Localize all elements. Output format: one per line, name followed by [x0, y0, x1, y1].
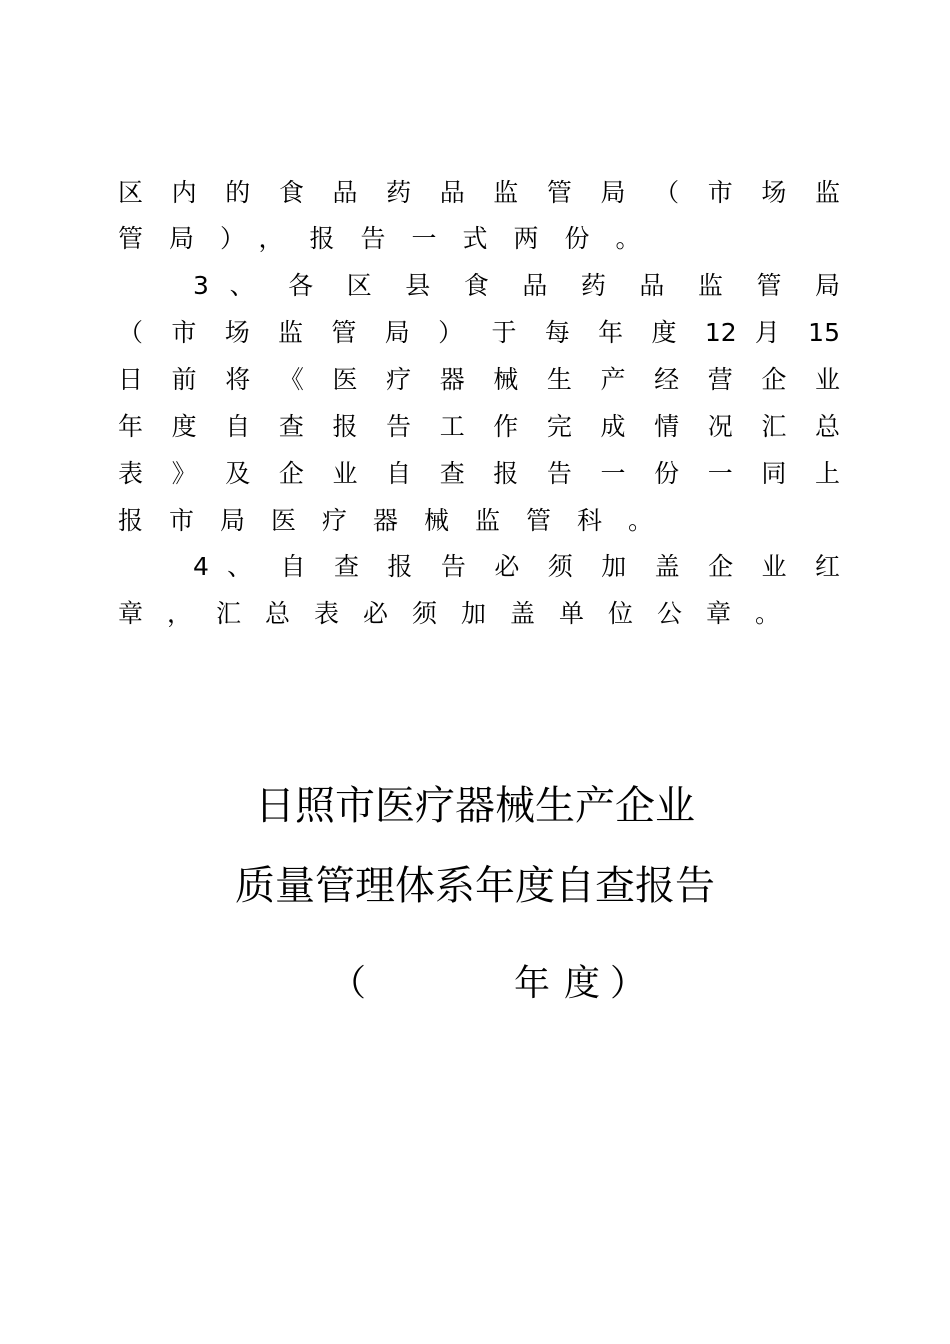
- report-title-line-1: 日照市医疗器械生产企业: [255, 783, 695, 829]
- report-year-line: [0, 960, 950, 1008]
- body-line-10: [118, 597, 840, 631]
- body-line-8: [118, 504, 840, 538]
- body-line-7: 表 》 及 企 业 自 查 报 告 一 份 一 同 上: [118, 459, 840, 488]
- body-line-1: 区 内 的 食 品 药 品 监 管 局 （ 市 场 监: [118, 178, 840, 207]
- body-line-2-text: 管局），报告一式两份。: [118, 224, 667, 253]
- year-close-paren: ）: [610, 963, 647, 1004]
- body-line-2: [118, 222, 840, 256]
- body-line-4: （ 市 场 监 管 局 ） 于 每 年 度 12 月 15: [118, 318, 840, 347]
- body-line-6: 年 度 自 查 报 告 工 作 完 成 情 况 汇 总: [118, 412, 840, 441]
- body-line-5: 日 前 将 《 医 疗 器 械 生 产 经 营 企 业: [118, 365, 840, 394]
- body-line-8-text: 报市局医疗器械监管科。: [118, 506, 680, 535]
- year-word: 年度: [514, 963, 615, 1004]
- body-line-10-text: 章，汇总表必须加盖单位公章。: [118, 599, 805, 628]
- body-line-9: 4 、 自 查 报 告 必 须 加 盖 企 业 红: [193, 552, 840, 581]
- year-open-paren: （: [330, 963, 367, 1004]
- body-line-3: 3 、 各 区 县 食 品 药 品 监 管 局: [193, 271, 840, 300]
- report-title-line-2: 质量管理体系年度自查报告: [235, 863, 715, 909]
